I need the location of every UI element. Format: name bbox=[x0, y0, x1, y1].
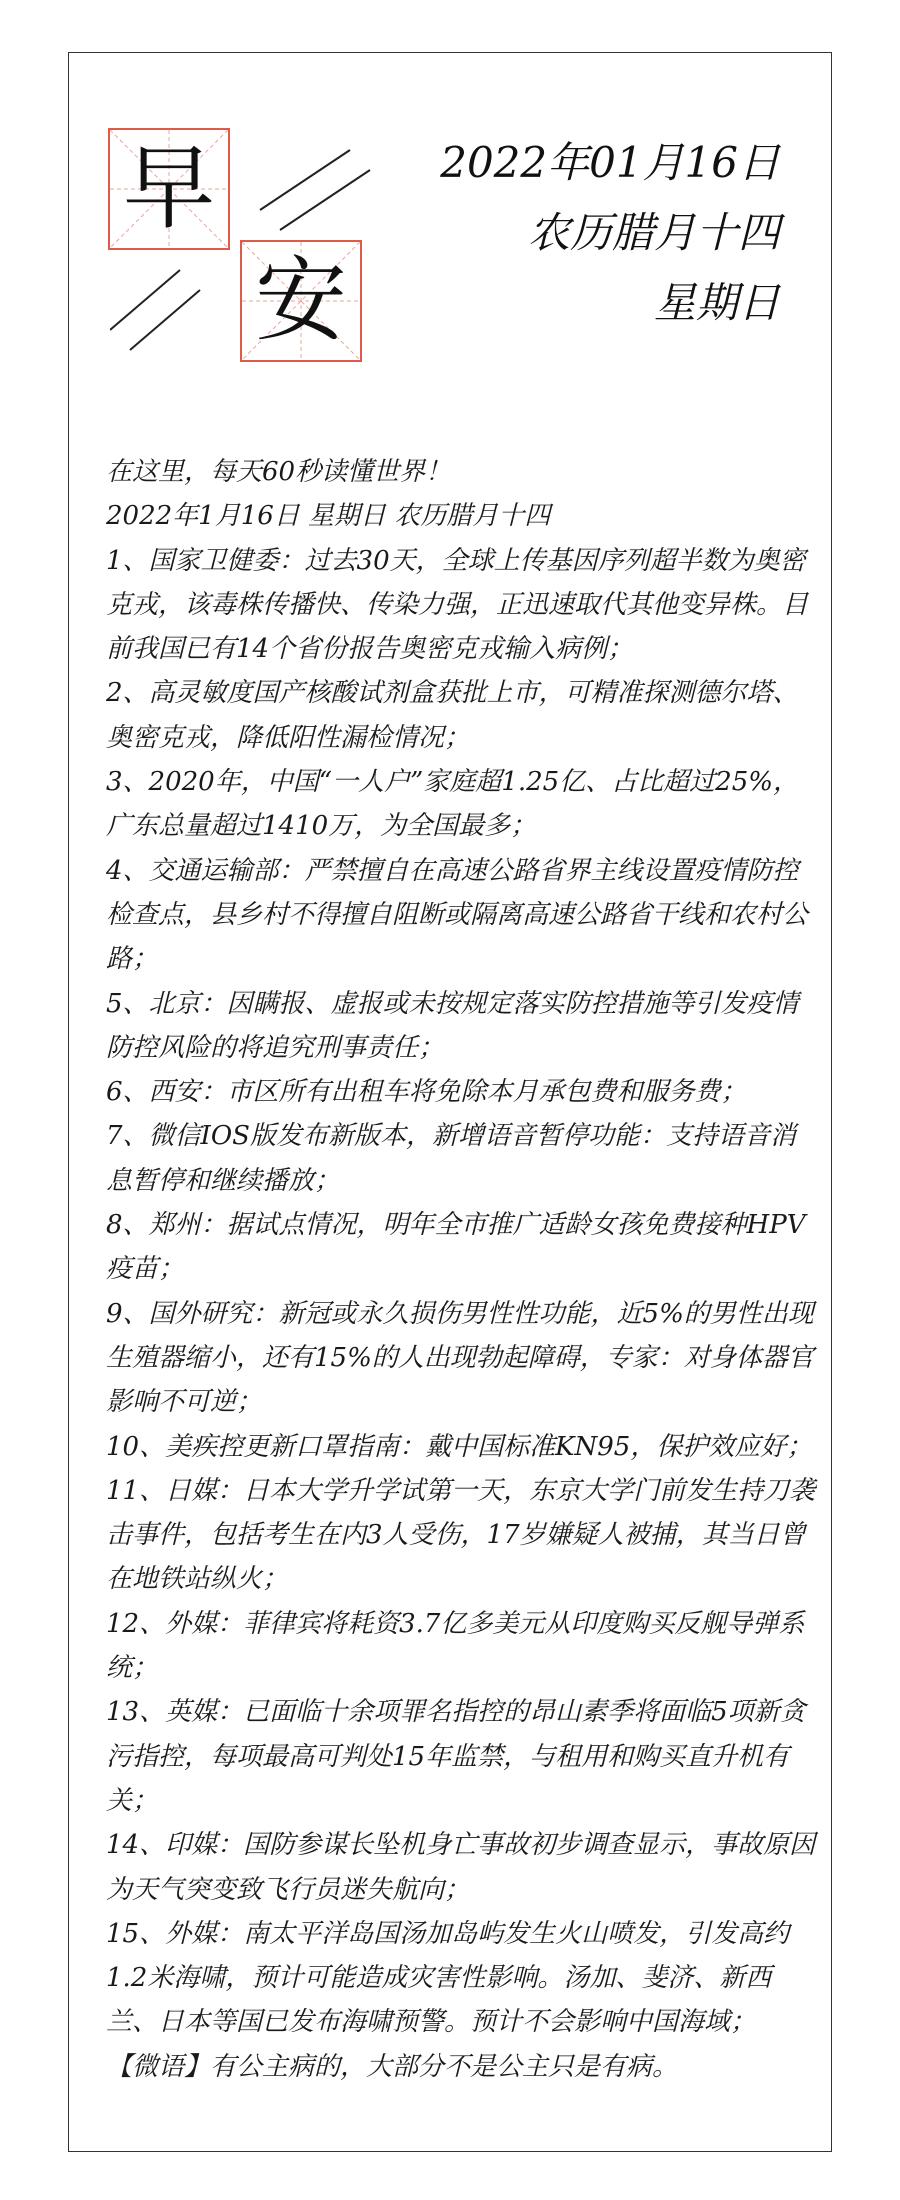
news-item: 5、北京：因瞒报、虚报或未按规定落实防控措施等引发疫情防控风险的将追究刑事责任； bbox=[106, 988, 799, 1063]
news-item: 6、西安：市区所有出租车将免除本月承包费和服务费； bbox=[106, 1077, 747, 1108]
news-item: 8、郑州：据试点情况，明年全市推广适龄女孩免费接种HPV疫苗； bbox=[106, 1210, 806, 1285]
weekday: 星期日 bbox=[653, 278, 780, 327]
news-item: 13、英媒：已面临十余项罪名指控的昂山素季将面临5项新贪污指控，每项最高可判处15年监禁，与租用和购买直升机有关； bbox=[106, 1697, 806, 1816]
news-item: 7、微信IOS版发布新版本，新增语音暂停功能：支持语音消息暂停和继续播放； bbox=[106, 1121, 796, 1196]
news-item: 4、交通运输部：严禁擅自在高速公路省界主线设置疫情防控检查点，县乡村不得擅自阻断或隔离高速公路省干线和农村公路； bbox=[106, 855, 809, 975]
news-item: 3、2020年，中国“一人户”家庭超1.25亿、占比超过25%，广东总量超过1410万，为全国最多； bbox=[106, 767, 799, 842]
closing-quote: 【微语】有公主病的，大部分不是公主只是有病。 bbox=[106, 2051, 679, 2082]
news-content bbox=[106, 450, 816, 2089]
lunar-date: 农历腊月十四 bbox=[527, 208, 780, 257]
news-item: 9、国外研究：新冠或永久损伤男性性功能，近5%的男性出现生殖器缩小，还有15%的人出现勃起障碍，专家：对身体器官影响不可逆； bbox=[106, 1298, 814, 1418]
greeting-char-box-2 bbox=[240, 240, 362, 362]
date-block bbox=[440, 128, 780, 338]
news-item: 1、国家卫健委：过去30天，全球上传基因序列超半数为奥密克戎，该毒株传播快、传染力强，正迅速取代其他变异株。目前我国已有14个省份报告奥密克戎输入病例； bbox=[106, 545, 809, 665]
news-item: 2、高灵敏度国产核酸试剂盒获批上市，可精准探测德尔塔、奥密克戎，降低阳性漏检情况； bbox=[106, 678, 799, 753]
news-item: 12、外媒：菲律宾将耗资3.7亿多美元从印度购买反舰导弹系统； bbox=[106, 1608, 805, 1684]
news-item: 14、印媒：国防参谋长坠机身亡事故初步调查显示，事故原因为天气突变致飞行员迷失航向； bbox=[106, 1830, 816, 1905]
news-item: 11、日媒：日本大学升学试第一天，东京大学门前发生持刀袭击事件，包括考生在内3人受伤，17岁嫌疑人被捕，其当日曾在地铁站纵火； bbox=[106, 1475, 816, 1595]
news-item: 10、美疾控更新口罩指南：戴中国标准KN95，保护效应好； bbox=[106, 1431, 813, 1462]
date-line: 2022年1月16日 星期日 农历腊月十四 bbox=[106, 501, 551, 532]
greeting-char-zao: 早 bbox=[122, 135, 215, 242]
intro-line: 在这里，每天60秒读懂世界！ bbox=[106, 457, 452, 487]
gregorian-date: 2022年01月16日 bbox=[440, 138, 780, 187]
news-item: 15、外媒：南太平洋岛国汤加岛屿发生火山喷发，引发高约1.2米海啸，预计可能造成灾害性影响。汤加、斐济、新西兰、日本等国已发布海啸预警。预计不会影响中国海域； bbox=[106, 1918, 790, 2038]
greeting-char-box-1 bbox=[108, 128, 230, 250]
greeting-char-an: 安 bbox=[254, 247, 347, 354]
